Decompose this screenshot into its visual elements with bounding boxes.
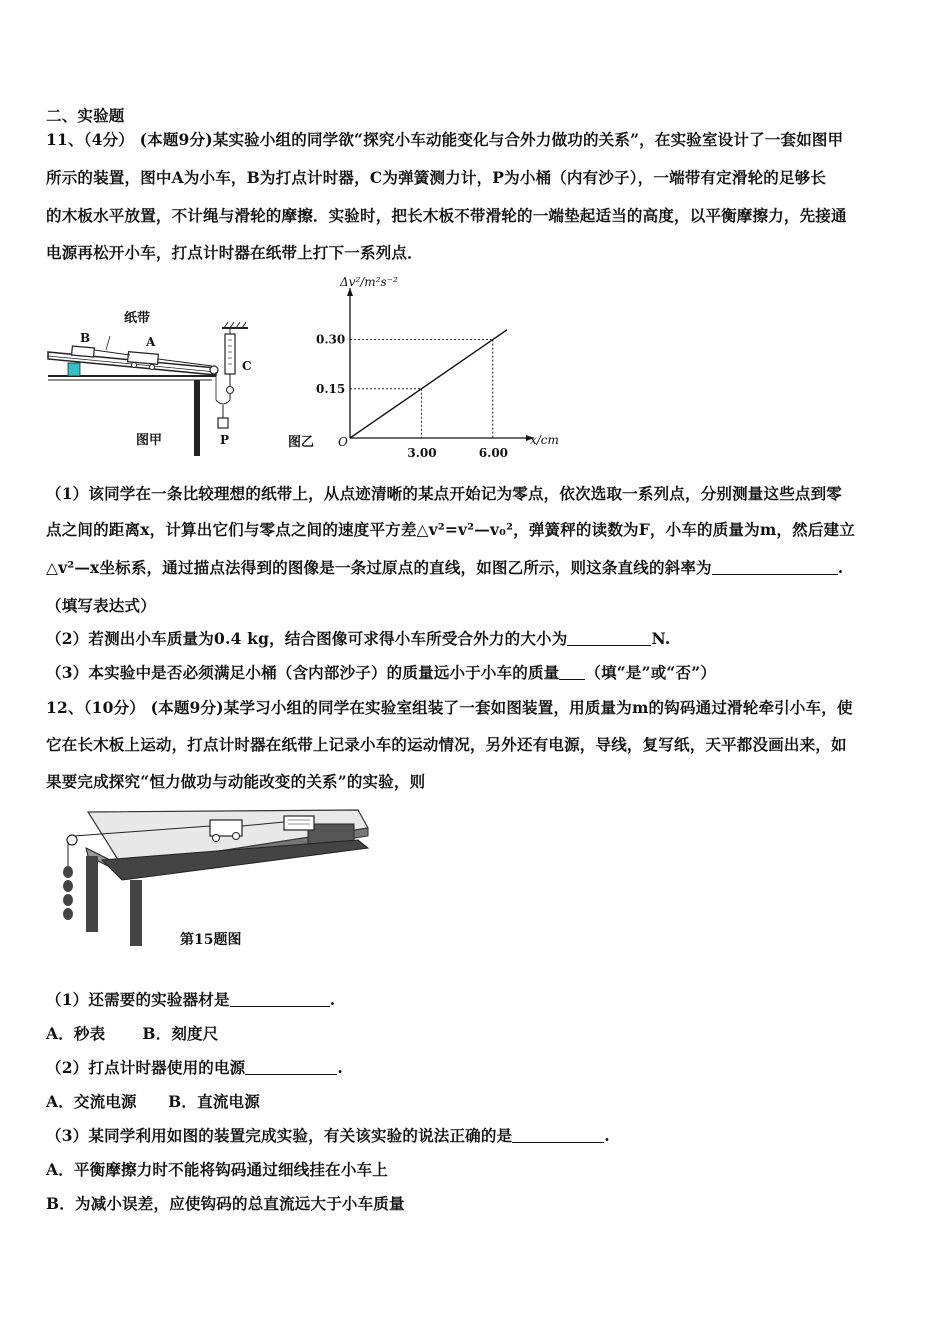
hook-weight-2	[63, 880, 73, 892]
q12-sub2	[46, 1056, 343, 1078]
q11-p1-line-3	[46, 556, 843, 578]
q11-p1-line-2: 点之间的距离x，计算出它们与零点之间的速度平方差△v²=v²—v₀²，弹簧秤的读数为F，小车的质量为m，然后建立	[46, 520, 855, 539]
figure-yi-chart	[284, 270, 574, 465]
label-p: P	[220, 433, 230, 447]
q12-stem-line-2: 它在长木板上运动，打点计时器在纸带上记录小车的运动情况，另外还有电源，导线，复写纸，天平都没画出来，如	[46, 735, 847, 754]
q11-answer-blank-1[interactable]	[712, 560, 838, 575]
q11-part2	[46, 627, 670, 649]
chart-x-tick-label: 3.00	[407, 446, 437, 460]
q12-sub3-option-b: B．为减小误差，应使钩码的总直流远大于小车质量	[46, 1194, 405, 1213]
chart-series-line	[350, 330, 507, 438]
support-block	[68, 363, 80, 376]
table-leg-2	[130, 880, 142, 946]
q11-p1-end: .	[837, 558, 844, 577]
label-b: B	[80, 331, 91, 345]
q12-sub1-text: （1）还需要的实验器材是	[46, 990, 230, 1009]
q12-sub2-end: .	[337, 1058, 343, 1077]
q12-answer-blank-1[interactable]	[230, 992, 330, 1007]
caption-yi: 图乙	[288, 435, 315, 450]
hook-weight-1	[63, 866, 73, 878]
q12-sub3-end: .	[604, 1126, 610, 1145]
q11-part2-text: （2）若测出小车质量为0.4 kg，结合图像可求得小车所受合外力的大小为	[46, 629, 568, 648]
q12-sub1	[46, 988, 335, 1010]
chart-xlabel: x/cm	[530, 433, 559, 447]
caption-jia: 图甲	[136, 433, 163, 448]
section-title: 二、实验题	[46, 106, 125, 125]
q11-stem-line-3: 的木板水平放置，不计绳与滑轮的摩擦．实验时，把长木板不带滑轮的一端垫起适当的高度，以平衡摩擦力，先接通	[46, 206, 847, 225]
q11-p1-line-4: （填写表达式）	[46, 596, 156, 615]
q11-answer-blank-2[interactable]	[567, 631, 651, 646]
q12-sub3-text: （3）某同学利用如图的装置完成实验，有关该实验的说法正确的是	[46, 1126, 513, 1145]
q11-part3-end: （填“是”或“否”）	[585, 663, 717, 682]
q11-part3	[46, 661, 716, 683]
chart-origin: O	[338, 435, 348, 449]
chart-y-arrow	[347, 288, 353, 296]
q12-sub1-end: .	[329, 990, 336, 1009]
q11-part2-end: N.	[651, 629, 671, 648]
paper-tape	[94, 350, 130, 355]
timer-b	[72, 346, 95, 357]
q12-answer-blank-2[interactable]	[245, 1060, 337, 1075]
hook-weight-3	[63, 894, 73, 906]
hook-weight-4	[63, 908, 73, 920]
label-a: A	[146, 335, 156, 349]
label-tape: 纸带	[124, 311, 151, 326]
q11-stem-line-2: 所示的装置，图中A为小车，B为打点计时器，C为弹簧测力计，P为小桶（内有沙子），一端带有定滑轮的足够长	[46, 168, 827, 187]
label-c: C	[242, 359, 252, 373]
figure-jia	[44, 300, 274, 460]
chart-y-tick-label: 0.30	[316, 332, 346, 347]
q12-sub3-option-a: A．平衡摩擦力时不能将钩码通过细线挂在小车上	[46, 1160, 388, 1179]
q12-sub1-options: A．秒表 B．刻度尺	[46, 1024, 219, 1043]
table-leg-1	[86, 856, 98, 932]
pulley	[210, 366, 218, 374]
bucket-p	[218, 418, 228, 428]
dot-timer	[284, 816, 314, 830]
q12-figure	[58, 800, 378, 960]
q12-answer-blank-3[interactable]	[512, 1128, 604, 1143]
q12-sub2-options: A．交流电源 B．直流电源	[46, 1092, 260, 1111]
q12-stem-line-1: 12、（10分） (本题9分)某学习小组的同学在实验室组装了一套如图装置，用质量为m的钩码通过滑轮牵引小车，使	[46, 698, 853, 717]
q12-sub3	[46, 1124, 610, 1146]
q11-part3-text: （3）本实验中是否必须满足小桶（含内部沙子）的质量远小于小车的质量	[46, 663, 560, 682]
q12-stem-line-3: 果要完成探究“恒力做功与动能改变的关系”的实验，则	[46, 772, 426, 791]
chart-y-tick-label: 0.15	[316, 381, 346, 396]
q12-figure-caption: 第15题图	[180, 932, 242, 948]
q11-p1-line-1: （1）该同学在一条比较理想的纸带上，从点迹清晰的某点开始记为零点，依次选取一系列点，分别测量这些点到零	[46, 484, 842, 503]
chart-x-tick-label: 6.00	[478, 446, 509, 460]
table-leg	[194, 380, 200, 456]
q11-answer-blank-3[interactable]	[559, 665, 585, 680]
q12-sub2-text: （2）打点计时器使用的电源	[46, 1058, 246, 1077]
cart-a	[128, 352, 159, 365]
chart-ylabel: Δv²/m²s⁻²	[340, 275, 398, 289]
q11-stem-line-1: 11、（4分） (本题9分)某实验小组的同学欲“探究小车动能变化与合外力做功的关系”，在实验室设计了一套如图甲	[46, 130, 844, 149]
q11-stem-line-4: 电源再松开小车，打点计时器在纸带上打下一系列点．	[46, 243, 423, 262]
q11-p1-line-3-text: △v²—x坐标系，通过描点法得到的图像是一条过原点的直线，如图乙所示，则这条直线的斜率为	[46, 558, 712, 577]
